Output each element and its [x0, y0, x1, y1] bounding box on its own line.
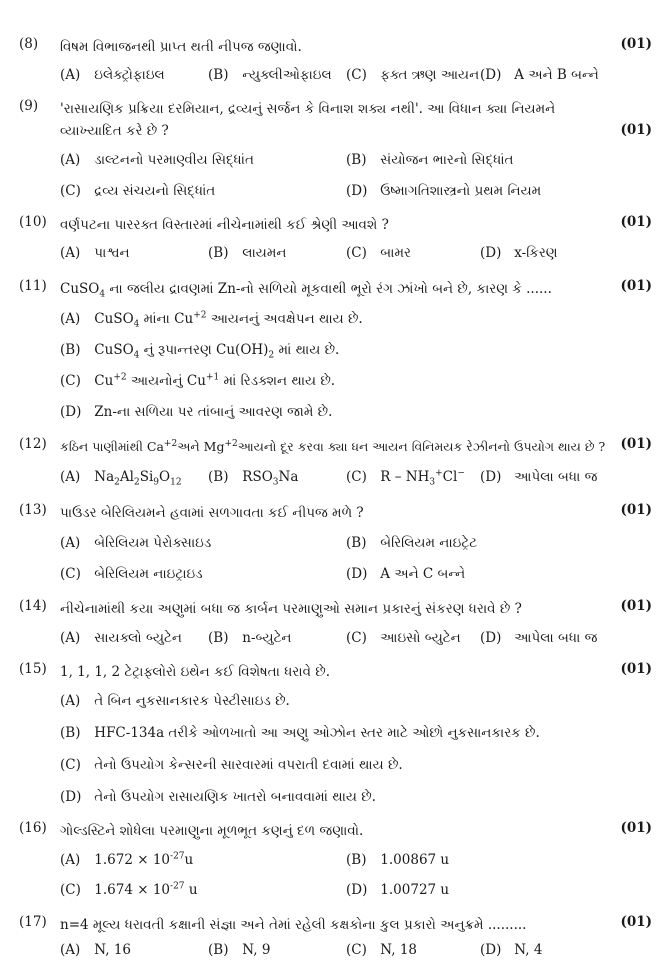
option-c: (C) બેરિલિયમ નાઇટ્રાઇડ: [60, 566, 203, 582]
question-marks: (01): [620, 914, 652, 930]
option-c: (C) $Cu^{+2}$ આયનોનું $Cu^{+1}$ માં રિડક્શન થાય છે.: [60, 372, 336, 389]
option-d: (D) 1.00727 u: [346, 882, 450, 898]
option-d: (D) Zn-ના સળિયા પર તાંબાનું આવરણ જામે છે.: [60, 404, 333, 420]
question-marks: (01): [620, 122, 652, 138]
option-a: (A) પાશ્વન: [60, 245, 130, 261]
question-number: (11): [19, 278, 47, 294]
question-marks: (01): [620, 36, 652, 52]
option-a: (A) CuSO$_4$ માંના $Cu^{+2}$ આયનનું અવક્ષેપન થાય છે.: [60, 310, 363, 330]
option-b: (B) ન્યુક્લીઓફાઇલ: [208, 67, 332, 83]
question-marks: (01): [620, 598, 652, 614]
option-b: (B) સંયોજન ભારનો સિદ્ધાંત: [346, 152, 514, 168]
question-number: (16): [19, 820, 47, 836]
option-d: (D) આપેલા બધા જ: [480, 630, 598, 646]
option-b: (B) N, 9: [208, 942, 271, 958]
option-c: (C) $1.674 \times 10^{-27}$ u: [60, 881, 198, 898]
option-c: (C) આઇસો બ્યુટેન: [346, 630, 461, 646]
option-a: (A) ડાલ્ટનનો પરમાણ્વીય સિદ્ધાંત: [60, 152, 254, 168]
option-a: (A) ઇલેક્ટ્રોફાઇલ: [60, 67, 165, 83]
question-marks: (01): [620, 214, 652, 230]
option-c: (C) બામર: [346, 245, 411, 261]
question-text: ગોલ્ડસ્ટિને શોધેલા પરમાણુના મૂળભૂત કણનું દળ જણાવો.: [60, 823, 364, 839]
question-marks: (01): [620, 820, 652, 836]
option-a: (A) તે બિન નુકસાનકારક પેસ્ટીસાઇડ છે.: [60, 693, 290, 709]
option-c: (C) N, 18: [346, 942, 418, 958]
question-number: (8): [19, 36, 39, 52]
question-number: (9): [19, 98, 39, 114]
question-marks: (01): [620, 436, 652, 452]
option-a: (A) $Na_2Al_2Si_9O_{12}$: [60, 469, 182, 488]
option-c: (C) ફક્ત ઋણ આયન: [346, 67, 480, 83]
question-marks: (01): [620, 278, 652, 294]
question-number: (10): [19, 214, 47, 230]
question-marks: (01): [620, 502, 652, 518]
question-text: 'રાસાયણિક પ્રક્રિયા દરમિયાન, દ્રવ્યનું સર્જન કે વિનાશ શક્ય નથી'. આ વિધાન ક્યા નિયમને વ્યાખ્યાદિત કરે છે ?: [60, 101, 556, 139]
question-marks: (01): [620, 661, 652, 677]
option-a: (A) સાયક્લો બ્યુટેન: [60, 630, 182, 646]
option-c: (C) દ્રવ્ય સંચયનો સિદ્ધાંત: [60, 183, 216, 199]
question-text: 1, 1, 1, 2 ટેટ્રાફ્લોરો ઇથેન કઈ વિશેષતા ધરાવે છે.: [60, 664, 331, 680]
question-number: (15): [19, 661, 47, 677]
option-d: (D) તેનો ઉપયોગ રાસાયણિક ખાતરો બનાવવામાં થાય છે.: [60, 789, 376, 805]
option-b: (B) HFC-134a તરીકે ઓળખાતો આ અણુ ઓઝોન સ્તર માટે ઓછો નુકસાનકારક છે.: [60, 725, 540, 741]
option-b: (B) બેરિલિયમ નાઇટ્રેટ: [346, 535, 478, 551]
question-number: (17): [19, 914, 47, 930]
question-number: (14): [19, 598, 47, 614]
question-text: CuSO$_4$ ના જલીય દ્રાવણમાં Zn-નો સળિયો મૂકવાથી ભૂરો રંગ ઝાંખો બને છે, કારણ કે ......: [60, 281, 552, 300]
option-d: (D) A અને C બન્ને: [346, 566, 466, 582]
question-text: વર્ણપટના પારરક્ત વિસ્તારમાં નીચેનામાંથી કઈ શ્રેણી આવશે ?: [60, 217, 389, 233]
option-d: (D) x-કિરણ: [480, 245, 558, 261]
option-c: (C) R – $NH_3^+Cl^-$: [346, 468, 465, 488]
option-a: (A) બેરિલિયમ પેરોક્સાઇડ: [60, 535, 212, 551]
option-b: (B) $RSO_3Na$: [208, 469, 299, 488]
question-text: કઠિન પાણીમાંથી $Ca^{+2}અને$ $Mg^{+2}આયનો$ દૂર કરવા ક્યા ધન આયન વિનિમયક રેઝીનનો ઉપયોગ થાય છે ?: [60, 438, 606, 454]
option-d: (D) ઉષ્માગતિશાસ્ત્રનો પ્રથમ નિયમ: [346, 183, 542, 199]
question-number: (12): [19, 436, 47, 452]
option-a: (A) N, 16: [60, 942, 132, 958]
question-text: વિષમ વિભાજનથી પ્રાપ્ત થતી નીપજ જણાવો.: [60, 39, 302, 55]
option-d: (D) A અને B બન્ને: [480, 67, 599, 83]
question-text: n=4 મૂલ્ય ધરાવતી કક્ષાની સંજ્ઞા અને તેમાં રહેલી કક્ષકોના કુલ પ્રકારો અનુક્રમે .........: [60, 917, 527, 933]
option-d: (D) આપેલા બધા જ: [480, 469, 598, 485]
option-b: (B) n-બ્યુટેન: [208, 630, 292, 646]
option-d: (D) N, 4: [480, 942, 543, 958]
option-c: (C) તેનો ઉપયોગ કેન્સરની સારવારમાં વપરાતી દવામાં થાય છે.: [60, 757, 403, 773]
option-b: (B) 1.00867 u: [346, 852, 450, 868]
question-number: (13): [19, 502, 47, 518]
option-b: (B) લાયમન: [208, 245, 287, 261]
question-text: નીચેનામાંથી કયા અણુમાં બધા જ કાર્બન પરમાણુઓ સમાન પ્રકારનું સંકરણ ધરાવે છે ?: [60, 601, 522, 617]
option-b: (B) CuSO$_4$ નું રૂપાન્તરણ $Cu(OH)_2$ માં થાય છે.: [60, 342, 340, 361]
option-a: (A) $1.672 \times 10^{-27}u$: [60, 851, 194, 868]
question-text: પાઉડર બેરિલિયમને હવામાં સળગાવતા કઈ નીપજ મળે ?: [60, 505, 364, 521]
